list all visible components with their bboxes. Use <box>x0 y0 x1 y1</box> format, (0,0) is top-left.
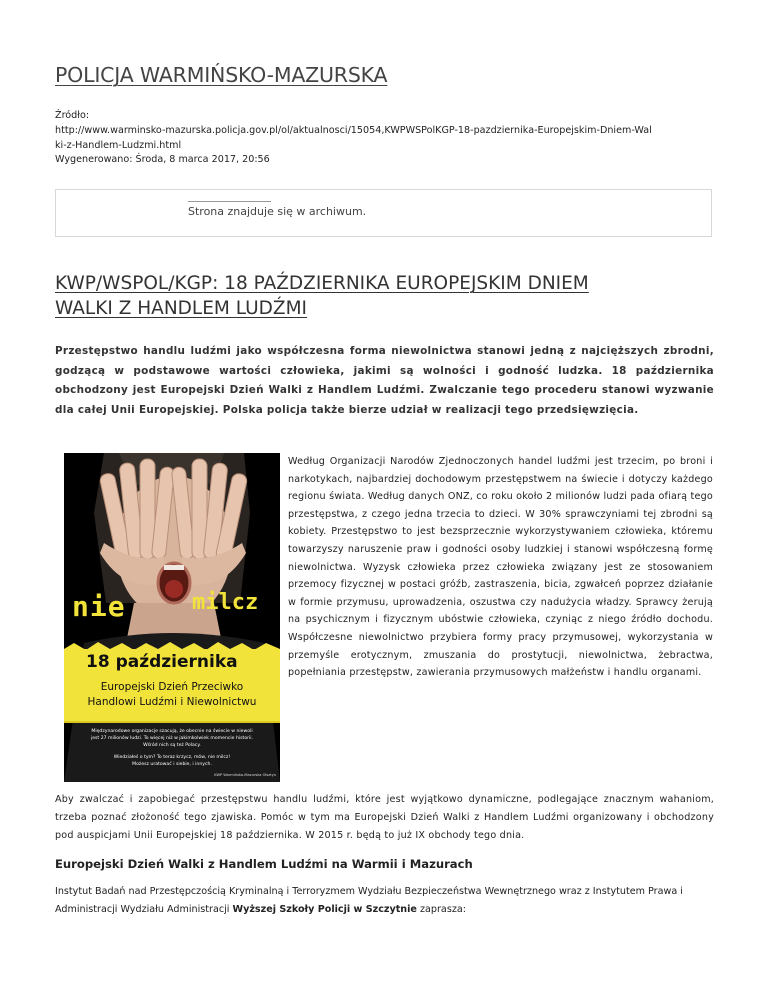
campaign-poster-image <box>64 453 280 782</box>
article-paragraph-3 <box>55 883 714 919</box>
source-label: Źródło: <box>55 110 90 121</box>
poster-footer: KWP Warmińsko-Mazurska Olsztyn <box>214 773 276 777</box>
poster-date: 18 października <box>86 652 238 672</box>
institute-text-a: Instytut Badań nad Przestępczością Kryminalną i Terroryzmem Wydziału Bezpieczeństwa Wewnętrznego wraz z Instytutem Prawa i Administracji Wydziału Administracji <box>55 886 683 915</box>
poster-word-milcz: milcz <box>192 590 259 615</box>
archive-divider <box>188 201 271 202</box>
poster-word-nie: nie <box>72 590 126 623</box>
institute-text-b: zaprasza: <box>416 904 466 915</box>
poster-info-line3: Wśród nich są też Polacy. <box>143 743 201 748</box>
article-title-line2: WALKI Z HANDLEM LUDŹMI <box>55 298 308 319</box>
archive-notice-box <box>55 189 712 237</box>
site-title[interactable]: POLICJA WARMIŃSKO-MAZURSKA <box>55 63 388 87</box>
poster-event-line2: Handlowi Ludźmi i Niewolnictwu <box>87 696 257 708</box>
archive-notice: Strona znajduje się w archiwum. <box>188 205 367 218</box>
generated-date: Wygenerowano: Środa, 8 marca 2017, 20:56 <box>55 154 270 166</box>
article-paragraph-1: Według Organizacji Narodów Zjednoczonych handel ludźmi jest trzecim, po broni i narkotykach, najbardziej dochodowym przestępstwem na świecie i dotyczy każdego regionu świata. Według danych ONZ, co roku około 2 milionów ludzi pada ofiarą tego przestępstwa, z czego jedna trzecia to dzieci. W 30% sprawczyniami tej zbrodni są kobiety. Przestępstwo to jest bezsprzecznie wykorzystywaniem człowieka, któremu towarzyszy naruszenie praw i godności osoby ludzkiej i stanowi współczesną formę niewolnictwa. Wyzysk człowieka przez człowieka związany jest ze stosowaniem przemocy fizycznej w postaci gróźb, zastraszenia, bicia, zgwałceń poprzez działanie w formie przymusu, uprowadzenia, oszustwa czy nadużycia władzy. Sprawcy żerują na psychicznym i fizycznym ubóstwie człowieka, czyniąc z niego źródło dochodu. Współczesne niewolnictwo przybiera formy pracy przymusowej, wykorzystania w przemyśle erotycznym, zmuszania do prostytucji, niewolnictwa, żebractwa, popełniania przestępstw, zawierania przymusowych małżeństw i handlu organami. <box>288 456 713 679</box>
article-title-line1: KWP/WSPOL/KGP: 18 PAŹDZIERNIKA EUROPEJSKIM DNIEM <box>55 273 589 294</box>
poster-info-line2: jest 27 milionów ludzi. To więcej niż w jakimkolwiek momencie historii. <box>90 736 254 741</box>
poster-info-line4: Wiedziałeś o tym? To teraz krzycz, mów, nie milcz! <box>113 755 231 760</box>
article-title[interactable] <box>55 271 589 321</box>
poster-event-line1: Europejski Dzień Przeciwko <box>100 681 244 693</box>
source-url-line1[interactable]: http://www.warminsko-mazurska.policja.gov.pl/ol/aktualnosci/15054,KWPWSPolKGP-18-pazdziernika-Europejskim-Dniem-Wal <box>55 124 652 136</box>
institute-name-bold: Wyższej Szkoły Policji w Szczytnie <box>232 904 417 915</box>
article-subheading: Europejski Dzień Walki z Handlem Ludźmi na Warmii i Mazurach <box>55 857 473 871</box>
poster-info-line5: Możesz uratować i siebie, i innych. <box>132 762 212 767</box>
article-paragraph-2: Aby zwalczać i zapobiegać przestępstwu handlu ludźmi, które jest wyjątkowo dynamiczne, podlegające znacznym wahaniom, trzeba poznać złożoność tego zjawiska. Pomóc w tym ma Europejski Dzień Walki z Handlem Ludźmi organizowany i obchodzony pod auspicjami Unii Europejskiej 18 października. W 2015 r. będą to już IX obchody tego dnia. <box>55 794 714 841</box>
article-lead: Przestępstwo handlu ludźmi jako współczesna forma niewolnictwa stanowi jedną z najcięższych zbrodni, godzącą w podstawowe wartości człowieka, jakimi są wolności i godność ludzka. 18 października obchodzony jest Europejski Dzień Walki z Handlem Ludźmi. Zwalczanie tego procederu stanowi wyzwanie dla całej Unii Europejskiej. Polska policja także bierze udział w realizacji tego przedsięwzięcia. <box>55 345 714 417</box>
source-meta <box>55 109 652 168</box>
poster-info-line1: Międzynarodowe organizacje szacują, że obecnie na świecie w niewoli <box>91 729 253 734</box>
source-url-line2[interactable]: ki-z-Handlem-Ludzmi.html <box>55 139 182 151</box>
